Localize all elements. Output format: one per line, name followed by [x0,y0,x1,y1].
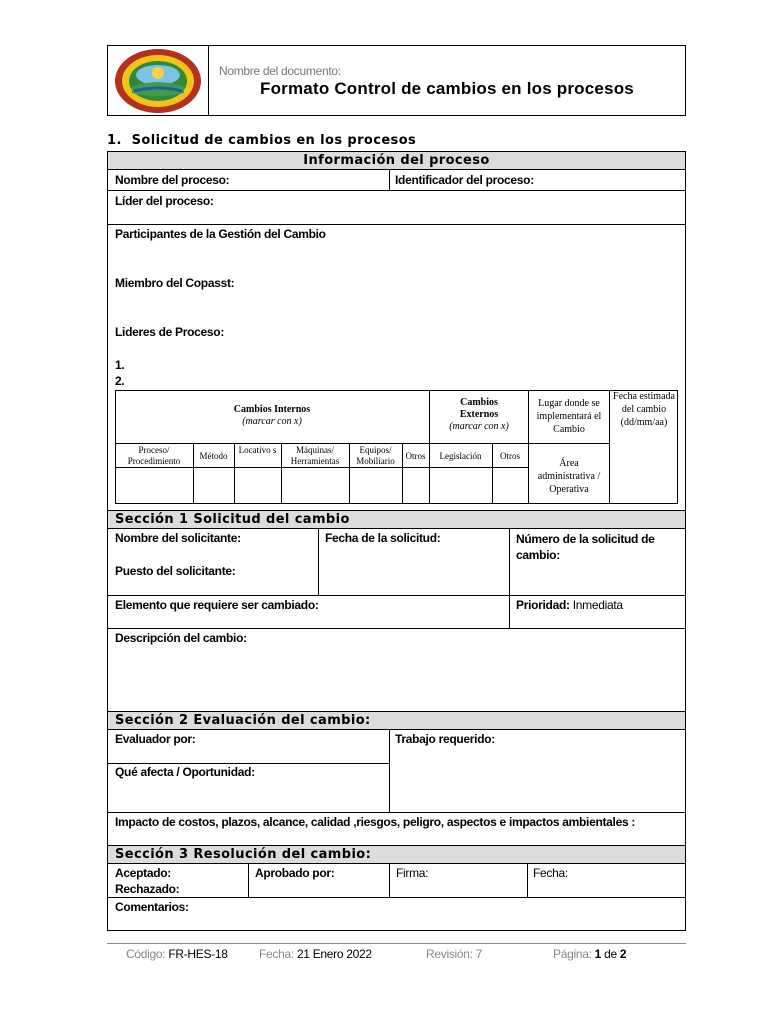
col-location: Locativo s [238,445,277,455]
change-description-field[interactable]: Descripción del cambio: [115,631,247,645]
process-id-field[interactable]: Identificador del proceso: [395,173,534,187]
copasst-field[interactable]: Miembro del Copasst: [115,276,235,290]
col-machines: Máquinas/ Herramientas [290,445,340,466]
logo [112,47,204,115]
doc-name-label: Nombre del documento: [219,64,341,78]
col-others-external: Otros [500,451,520,461]
internal-changes-title: Cambios Internos (marcar con x) [233,404,311,427]
process-name-field[interactable]: Nombre del proceso: [115,173,230,187]
section3-header [107,845,686,864]
rejected-field[interactable]: Rechazado: [115,882,180,896]
element-to-change-field[interactable]: Elemento que requiere ser cambiado: [115,598,319,612]
signature-field[interactable]: Firma: [396,866,429,880]
footer-page: Página: 1 de 2 [553,947,627,961]
footer-date: Fecha: 21 Enero 2022 [259,947,372,961]
footer-revision: Revisión: 7 [426,947,483,961]
participants-label: Participantes de la Gestión del Cambio [115,227,326,241]
section2-title: Sección 2 Evaluación del cambio: [115,713,371,728]
footer-code: Código: FR-HES-18 [126,947,228,961]
process-info-title: Información del proceso [303,153,490,168]
external-changes-title: Cambios Externos (marcar con x) [449,397,509,432]
request-number-field[interactable]: Número de la solicitud de cambio: [516,532,655,562]
area-label: Área administrativa / Operativa [537,458,601,495]
section1-header [107,510,686,529]
priority-value: Inmediata [572,598,623,612]
comments-field[interactable]: Comentarios: [115,900,189,914]
priority-label: Prioridad: [516,598,570,612]
leader-item-1[interactable]: 1. [115,358,125,372]
process-info-header [107,151,686,170]
section-heading: 1. Solicitud de cambios en los procesos [107,133,417,148]
col-equipment: Equipos/ Mobiliario [356,445,395,466]
doc-title: Formato Control de cambios en los procesos [260,79,634,98]
impact-field[interactable]: Impacto de costos, plazos, alcance, calidad ,riesgos, peligro, aspectos e impactos ambientales : [115,815,636,829]
affects-opportunity-field[interactable]: Qué afecta / Oportunidad: [115,765,255,779]
col-legislation: Legislación [439,451,482,461]
logo-emblem-icon [112,47,204,115]
header-divider [208,45,209,116]
process-leaders-field[interactable]: Lideres de Proceso: [115,325,225,339]
col-process: Proceso/ Procedimiento [127,445,181,466]
priority-field[interactable] [516,598,623,612]
requester-position-field[interactable]: Puesto del solicitante: [115,564,236,578]
required-work-field[interactable]: Trabajo requerido: [395,732,495,746]
accepted-field[interactable]: Aceptado: [115,866,171,880]
leader-item-2[interactable]: 2. [115,374,125,388]
footer-rule [107,943,686,944]
section2-header [107,711,686,730]
col-others-internal: Otros [405,451,426,461]
evaluator-field[interactable]: Evaluador por: [115,732,196,746]
date-estimate-label: Fecha estimada del cambio (dd/mm/aa) [613,391,675,428]
process-leader-field[interactable]: Líder del proceso: [115,194,214,208]
request-date-field[interactable]: Fecha de la solicitud: [325,531,441,545]
place-label: Lugar donde se implementará el Cambio [536,398,602,435]
section3-title: Sección 3 Resolución del cambio: [115,847,372,862]
approved-by-field[interactable]: Aprobado por: [255,866,335,880]
section1-title: Sección 1 Solicitud del cambio [115,512,350,527]
resolution-date-field[interactable]: Fecha: [533,866,568,880]
col-method: Método [199,451,228,461]
requester-name-field[interactable]: Nombre del solicitante: [115,531,241,545]
